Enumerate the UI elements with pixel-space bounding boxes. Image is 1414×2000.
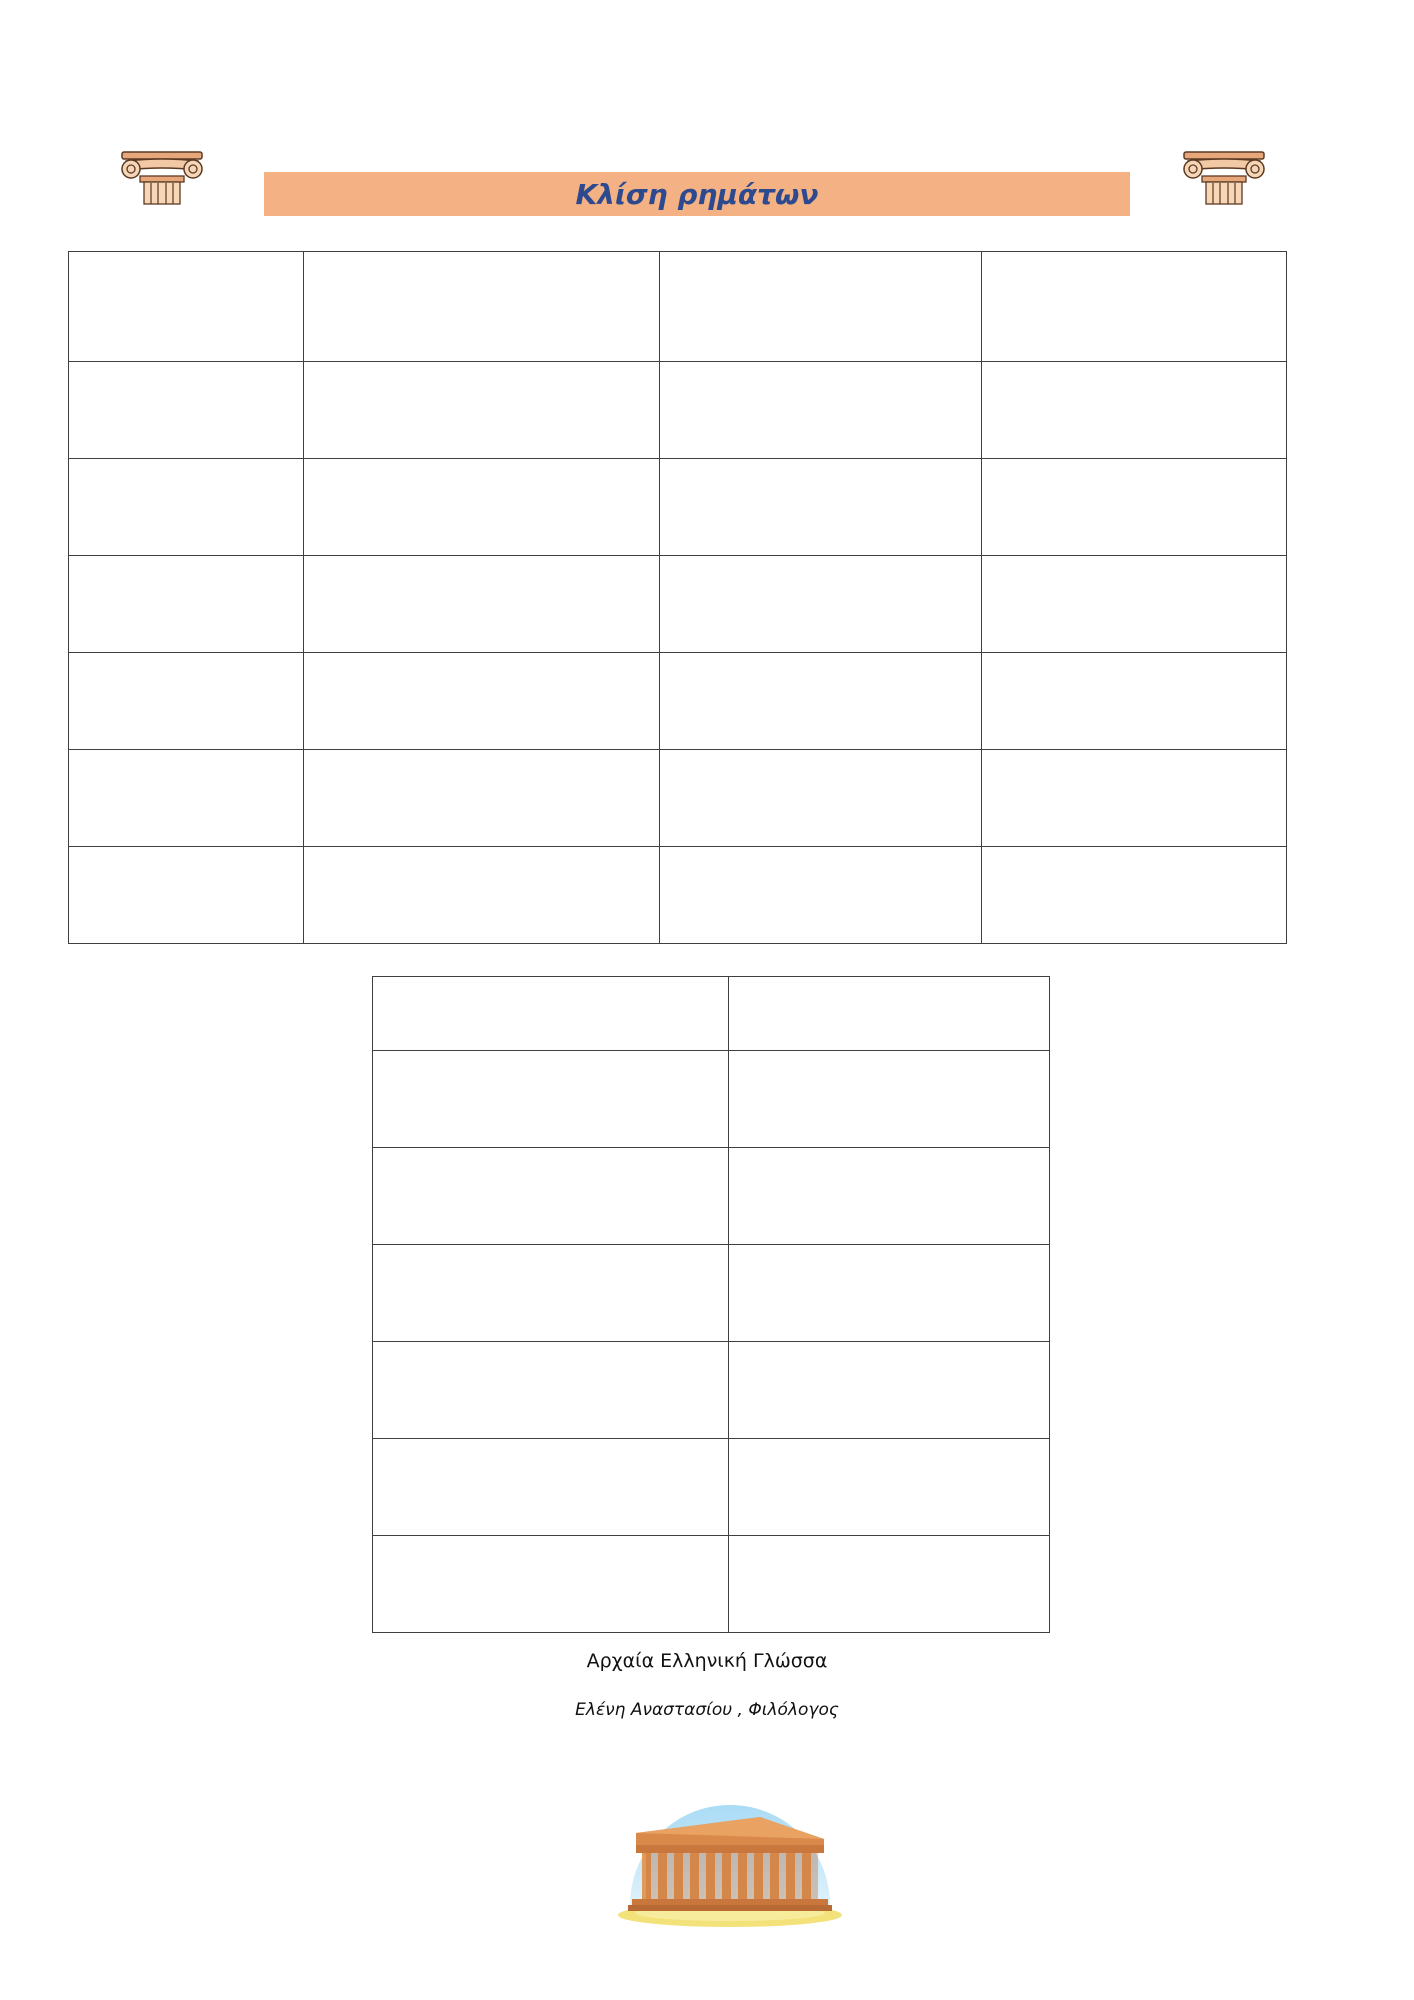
answer-cell[interactable] (304, 750, 660, 847)
answer-cell[interactable] (304, 556, 660, 653)
ionic-capital-icon-right (1182, 148, 1266, 208)
table-row (373, 1245, 1050, 1342)
answer-cell[interactable] (729, 1148, 1050, 1245)
header-future (304, 252, 660, 362)
subject-caption: Αρχαία Ελληνική Γλώσσα (586, 1650, 828, 1672)
answer-cell[interactable] (660, 750, 982, 847)
table-header-row (373, 977, 1050, 1051)
answer-cell[interactable] (729, 1342, 1050, 1439)
answer-cell[interactable] (982, 750, 1287, 847)
answer-cell[interactable] (982, 847, 1287, 944)
answer-cell[interactable] (304, 362, 660, 459)
answer-cell[interactable] (660, 653, 982, 750)
tenses-table-2 (372, 976, 1050, 1633)
answer-cell[interactable] (373, 1536, 729, 1633)
answer-cell[interactable] (982, 459, 1287, 556)
answer-cell[interactable] (982, 362, 1287, 459)
answer-cell[interactable] (304, 847, 660, 944)
answer-cell[interactable] (373, 1148, 729, 1245)
answer-cell[interactable] (660, 362, 982, 459)
ionic-capital-icon-left (120, 148, 204, 208)
answer-cell[interactable] (660, 847, 982, 944)
author-caption: Ελένη Αναστασίου , Φιλόλογος (575, 1700, 839, 1720)
answer-cell[interactable] (660, 459, 982, 556)
answer-cell[interactable] (729, 1051, 1050, 1148)
table-row (373, 1342, 1050, 1439)
title-banner (264, 172, 1130, 216)
greek-temple-illustration (610, 1755, 850, 1930)
answer-cell[interactable] (304, 653, 660, 750)
table-row (69, 362, 1287, 459)
answer-cell[interactable] (69, 362, 304, 459)
answer-cell[interactable] (373, 1342, 729, 1439)
answer-cell[interactable] (729, 1536, 1050, 1633)
table-row (373, 1439, 1050, 1536)
table-row (373, 1051, 1050, 1148)
answer-cell[interactable] (69, 556, 304, 653)
answer-cell[interactable] (373, 1245, 729, 1342)
page-title: Κλίση ρημάτων (575, 177, 819, 211)
answer-cell[interactable] (729, 1245, 1050, 1342)
table-row (373, 1536, 1050, 1633)
table-row (69, 653, 1287, 750)
header-perfect (373, 977, 729, 1051)
answer-cell[interactable] (373, 1439, 729, 1536)
answer-cell[interactable] (304, 459, 660, 556)
table-row (69, 847, 1287, 944)
header-imperfect (660, 252, 982, 362)
table-header-row (69, 252, 1287, 362)
answer-cell[interactable] (982, 556, 1287, 653)
table-row (69, 556, 1287, 653)
tenses-table-1 (68, 251, 1287, 944)
table-row (69, 459, 1287, 556)
table-row (69, 750, 1287, 847)
answer-cell[interactable] (69, 653, 304, 750)
answer-cell[interactable] (660, 556, 982, 653)
answer-cell[interactable] (69, 847, 304, 944)
answer-cell[interactable] (373, 1051, 729, 1148)
header-pluperfect (729, 977, 1050, 1051)
answer-cell[interactable] (69, 459, 304, 556)
table-row (373, 1148, 1050, 1245)
answer-cell[interactable] (69, 750, 304, 847)
header-present (69, 252, 304, 362)
answer-cell[interactable] (729, 1439, 1050, 1536)
header-aorist (982, 252, 1287, 362)
answer-cell[interactable] (982, 653, 1287, 750)
